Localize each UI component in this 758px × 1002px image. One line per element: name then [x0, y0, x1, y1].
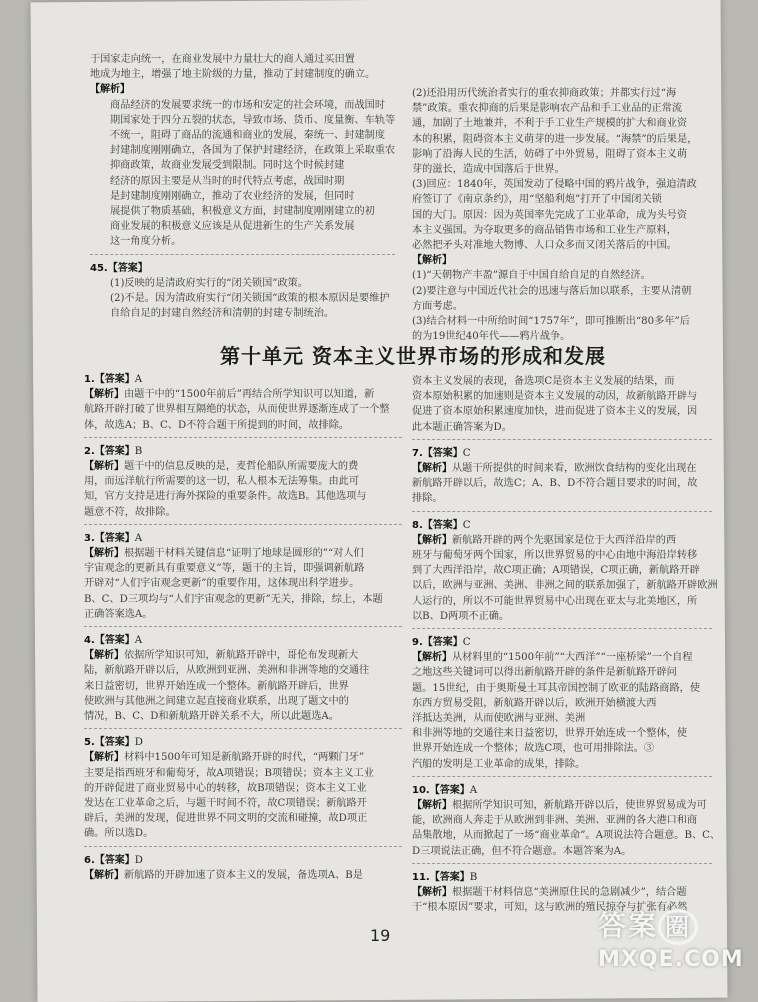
question-block — [84, 372, 402, 438]
analysis-line — [84, 826, 402, 841]
analysis-text: 体，故选A；B、C、D不符合题干所提到的时间，故排除。 — [84, 419, 350, 431]
question-block — [84, 735, 402, 846]
question-header — [412, 518, 712, 533]
analysis-line: 抑商政策，故商业发展受到限制。同时这个时候封建 — [110, 160, 345, 172]
analysis-text: 由题干中的“1500年前后”再结合所学知识可以知道，新 — [124, 389, 375, 401]
analysis-line — [84, 694, 402, 709]
analysis-line — [412, 741, 712, 756]
answer-tag: 【答案】 — [94, 532, 135, 544]
answer-value: A — [469, 784, 478, 796]
question-number: 11. — [412, 871, 430, 883]
analysis-line — [84, 561, 402, 576]
analysis-line — [84, 766, 402, 781]
analysis-line — [412, 813, 712, 828]
answer-line: (2)不是。因为清政府实行“闭关锁国”政策的根本原因是要维护 — [110, 293, 390, 305]
analysis-text: 资本主义发展的表现，备选项C是资本主义发展的结果，而 — [412, 376, 675, 387]
page — [52, 0, 721, 1000]
question-number: 5. — [84, 737, 95, 749]
text-line: 影响了沿海人民的生活，妨碍了中外贸易，阻碍了资本主义萌 — [412, 148, 688, 160]
analysis-line — [84, 796, 402, 811]
question-block — [84, 444, 402, 525]
question-header — [84, 372, 402, 387]
analysis-tag: 【解析】 — [412, 463, 452, 475]
analysis-line — [84, 418, 402, 433]
answer-tag: 【答案】 — [94, 374, 135, 385]
answer-tag: 【答案】 — [94, 854, 135, 866]
text-line: (3)回应：1840年，英国发动了侵略中国的鸦片战争，强迫清政 — [412, 179, 697, 191]
watermark-url: MXQE.COM — [598, 947, 744, 972]
analysis-line — [412, 594, 712, 609]
analysis-text: 正确答案选A。 — [84, 608, 153, 620]
question-block — [412, 635, 712, 777]
analysis-text: 以后，欧洲与亚洲、美洲、非洲之间的联系加强了，新航路开辟欧洲 — [412, 580, 718, 592]
analysis-line — [412, 726, 712, 741]
analysis-text: B、C、D三项均与“人们宇宙观念的更新”无关，排除，综上，本题 — [84, 593, 383, 605]
analysis-text: 确。所以选D。 — [84, 828, 154, 840]
analysis-text: 东西方贸易受阻，新航路开辟以后，欧洲开始横渡大西 — [412, 697, 657, 709]
analysis-line: 封建制度刚刚确立，各国为了保护封建经济，在政策上采取重农 — [110, 145, 396, 157]
analysis-text: 以B、D两项不正确。 — [412, 610, 510, 622]
analysis-line — [412, 885, 712, 900]
text-line: 地成为地主，增强了地主阶级的力量，推动了封建制度的确立。 — [90, 69, 376, 81]
analysis-text: 新航路开辟的两个先驱国家是位于大西洋沿岸的西 — [452, 534, 677, 546]
analysis-text: 根据题干材料信息“美洲原住民的急剧减少”，结合题 — [452, 887, 687, 899]
analysis-tag: 【解析】 — [412, 887, 452, 899]
answer-value: B — [134, 445, 143, 457]
question-number: 4. — [84, 635, 95, 647]
analysis-line: (2)要注意与中国近代社会的迅速与落后加以联系，主要从清朝 — [412, 285, 692, 297]
question-number: 3. — [84, 532, 95, 544]
answer-line: 自给自足的封建自然经济和清朝的封建专制统治。 — [110, 308, 335, 320]
question-block — [412, 783, 721, 864]
answer-tag: 【答案】 — [422, 637, 463, 649]
question-block — [84, 853, 402, 883]
text-line: 于国家走向统一，在商业发展中力量壮大的商人通过买田置 — [90, 54, 355, 65]
analysis-line — [84, 868, 402, 883]
analysis-text: 用，而远洋航行所需要的这一切，私人根本无法筹集。由此可 — [84, 476, 360, 488]
divider — [84, 846, 402, 847]
analysis-tag: 【解析】 — [84, 650, 124, 662]
analysis-line: 期国家处于四分五裂的状态，导致市场、货币、度量衡、车轨等 — [110, 114, 396, 126]
analysis-line: 展提供了物质基础，积极意义方面，封建制度刚刚建立的初 — [110, 206, 375, 218]
analysis-line — [412, 665, 712, 680]
analysis-line — [84, 576, 402, 591]
answer-tag: 【答案】 — [94, 445, 135, 457]
analysis-text: 情况，B、C、D和新航路开辟关系不大，所以此题选A。 — [84, 711, 339, 723]
top-left-column — [90, 52, 395, 332]
analysis-text: 依据所学知识可知，新航路开辟中，哥伦布发现新大 — [124, 650, 359, 662]
analysis-label — [90, 82, 395, 97]
analysis-tag: 【解析】 — [412, 255, 452, 267]
question-header — [412, 783, 712, 798]
answer-value: A — [134, 635, 143, 647]
question-number: 2. — [84, 445, 95, 457]
analysis-text: 材料中1500年可知是新航路开辟的时代，“两颗门牙” — [124, 752, 365, 764]
analysis-text: 从题干所提供的时间来看，欧洲饮食结构的变化出现在 — [452, 463, 697, 475]
analysis-text: 排除。 — [412, 493, 443, 505]
answer-tag: 【答案】 — [429, 784, 470, 796]
analysis-line — [412, 711, 712, 726]
divider — [412, 776, 712, 777]
answer-tag: 【答案】 — [94, 635, 135, 647]
divider — [84, 626, 402, 627]
analysis-text: 新航路的开辟加速了资本主义的发展，备选项A、B是 — [124, 869, 363, 881]
analysis-text: 班牙与葡萄牙两个国家，所以世界贸易的中心由地中海沿岸转移 — [412, 550, 698, 562]
answer-value: D — [134, 737, 143, 749]
analysis-tag: 【解析】 — [84, 548, 124, 560]
answer-tag: 【答案】 — [422, 447, 463, 459]
analysis-text: 能，欧洲商人奔走于从欧洲到非洲、美洲、亚洲的各大港口和商 — [412, 815, 698, 827]
analysis-line — [84, 607, 402, 622]
answer-tag: 【答案】 — [422, 519, 463, 531]
divider — [412, 863, 712, 864]
analysis-line — [412, 681, 712, 696]
page-number: 19 — [370, 926, 391, 945]
watermark-top: 答案 — [598, 909, 659, 942]
analysis-line — [412, 844, 712, 859]
analysis-line: (3)结合材料一中所给时间“1757年”，即可推断出“80多年”后 — [412, 316, 690, 328]
answer-tag: 【答案】 — [94, 737, 135, 749]
analysis-tag: 【解析】 — [84, 389, 124, 401]
analysis-line: 这一角度分析。 — [110, 236, 182, 248]
analysis-line — [412, 609, 712, 624]
question-block — [84, 531, 402, 627]
watermark-circle: 圈 — [658, 909, 698, 945]
answer-value: C — [462, 637, 471, 649]
question-number: 8. — [412, 519, 423, 531]
text-line: 本的积累，阻碍资本主义萌芽的进一步发展。“海禁”的后果是， — [412, 133, 698, 145]
analysis-text: 新航路开辟以后，故选C；A、B、D不符合题目要求的时间，故 — [412, 478, 698, 490]
analysis-text: 辟后，美洲的发现，促进世界不同文明的交流和碰撞，故D项正 — [84, 813, 368, 825]
analysis-line — [412, 389, 712, 404]
answer-value: B — [469, 871, 478, 883]
analysis-line: 商品经济的发展要求统一的市场和安定的社会环境，而战国时 — [110, 99, 386, 111]
question-header — [84, 735, 402, 750]
analysis-text: 知，官方支持是进行海外探险的重要条件。故选B。其他选项与 — [84, 491, 367, 503]
watermark-logo — [598, 904, 758, 1000]
divider — [90, 254, 395, 255]
analysis-line — [84, 489, 402, 504]
analysis-line — [412, 696, 712, 711]
question-number: 6. — [84, 854, 95, 866]
answer-value: C — [462, 519, 471, 531]
analysis-text: 和非洲等地的交通往来日益密切，世界开始连成一个整体，使 — [412, 728, 688, 740]
question-number: 9. — [412, 637, 423, 649]
analysis-line — [412, 578, 718, 593]
analysis-line — [84, 505, 402, 520]
question-block — [412, 518, 718, 629]
analysis-line — [84, 709, 402, 724]
analysis-text: 主要是指西班牙和葡萄牙，故A项错误；B项错误；资本主义工业 — [84, 767, 374, 779]
analysis-line — [84, 750, 402, 765]
analysis-text: 陆，新航路开辟以后，从欧洲到亚洲、美洲和非洲等地的交通往 — [84, 665, 370, 677]
analysis-line — [84, 459, 402, 474]
left-answer-column — [84, 372, 402, 952]
question-header — [412, 446, 712, 461]
divider — [412, 511, 712, 512]
divider — [412, 628, 712, 629]
analysis-line — [412, 757, 712, 772]
text-line: 通，加剧了土地兼并，不利于手工业生产规模的扩大和商业资 — [412, 118, 688, 130]
question-number: 1. — [84, 374, 95, 385]
analysis-text: 宇宙观念的更新具有重要意义”等，题干的主旨，即强调新航路 — [84, 563, 365, 575]
analysis-text: 品集散地，从而掀起了一场“商业革命”。A项说法符合题意。B、C、 — [412, 830, 721, 842]
analysis-text: 干“根本原因”要求，可知，这与欧洲的殖民掠夺与扩张有必然 — [412, 902, 688, 914]
analysis-line — [84, 679, 402, 694]
analysis-line — [412, 404, 712, 419]
analysis-tag: 【解析】 — [412, 534, 452, 546]
question-header — [412, 635, 712, 650]
analysis-text: 题意不符，故排除。 — [84, 506, 176, 518]
analysis-text: 题干中的信息反映的是，麦哲伦船队所需要庞大的费 — [124, 461, 359, 473]
analysis-text: 从材料里的“1500年前”“大西洋”“一座桥梁”一个自程 — [452, 652, 693, 664]
analysis-tag: 【解析】 — [84, 752, 124, 764]
question-header — [412, 870, 712, 885]
text-line: 府签订了《南京条约》，用“坚船利炮”打开了中国闭关锁 — [412, 194, 662, 206]
analysis-line — [412, 563, 712, 578]
analysis-tag: 【解析】 — [84, 461, 124, 473]
analysis-text: 洋抵达美洲，从而使欧洲与亚洲、美洲 — [412, 713, 586, 725]
analysis-line: (1)“天朝物产丰盈”源自于中国自给自足的自然经济。 — [412, 270, 651, 282]
analysis-line: 经济的原因主要是从当时的时代特点考虑，战国时期 — [110, 175, 345, 187]
analysis-text: D三项说法正确，但不符合题意。本题答案为A。 — [412, 845, 632, 857]
unit-title: 第十单元 资本主义世界市场的形成和发展 — [220, 344, 606, 368]
analysis-text: 到了大西洋沿岸，故C项正确；A项错误，C项正确，新航路开辟 — [412, 565, 700, 577]
analysis-text: 根据题干材料关键信息“证明了地球是圆形的”“对人们 — [124, 548, 364, 560]
answer-line: (1)反映的是清政府实行的“闭关锁国”政策。 — [110, 277, 309, 289]
question-header — [84, 853, 402, 868]
question-header — [84, 633, 402, 648]
question-number: 10. — [412, 784, 430, 796]
analysis-text: 根据所学知识可知，新航路开辟以后，使世界贸易成为可 — [452, 800, 707, 812]
analysis-text: 开辟对“人们宇宙观念更新”的重要作用，这体现出科学进步。 — [84, 578, 360, 590]
analysis-line — [412, 476, 712, 491]
text-line: (2)还沿用历代统治者实行的重农抑商政策；并都实行过“海 — [412, 88, 677, 99]
analysis-text: 的开辟促进了商业贸易中心的转移，故B项错误；资本主义工业 — [84, 782, 367, 794]
analysis-text: 促进了资本原始积累速度加快，进而促进了资本主义的发展，因 — [412, 406, 698, 418]
analysis-line: 是封建制度刚刚确立，推动了农业经济的发展，但同时 — [110, 190, 355, 202]
analysis-line: 方面考虑。 — [412, 300, 463, 312]
analysis-line — [412, 533, 712, 548]
analysis-line: 商业发展的积极意义应该是从促进新生的生产关系发展 — [110, 221, 355, 233]
analysis-line — [412, 650, 712, 665]
analysis-text: 题。15世纪，由于奥斯曼土耳其帝国控制了欧亚的陆路商路，使 — [412, 682, 701, 694]
analysis-line — [412, 374, 712, 389]
analysis-text: 来日益密切，世界开始连成一个整体。新航路开辟后，世界 — [84, 680, 349, 692]
answer-value: C — [462, 447, 471, 459]
top-right-column — [412, 86, 704, 343]
analysis-line — [84, 811, 402, 826]
question-header — [84, 531, 402, 546]
analysis-tag: 【解析】 — [412, 800, 452, 812]
analysis-line — [84, 402, 402, 417]
text-line: 本主义强国。为夺取更多的商品销售市场和工业生产原料， — [412, 224, 677, 236]
analysis-text: 使欧洲与其他洲之间建立起直接商业联系，出现了题文中的 — [84, 695, 349, 707]
question-header — [90, 261, 395, 276]
analysis-text: 汽船的发明是工业革命的成果，排除。 — [412, 758, 586, 770]
divider — [84, 524, 402, 525]
divider — [84, 728, 402, 729]
analysis-line — [412, 548, 712, 563]
analysis-tag: 【解析】 — [90, 84, 130, 96]
analysis-line: 不统一，阻碍了商品的流通和商业的发展，秦统一、封建制度 — [110, 130, 386, 142]
analysis-line — [84, 546, 402, 561]
divider — [412, 439, 712, 440]
analysis-line — [412, 828, 721, 843]
text-line: 国的大门。原因：因为英国率先完成了工业革命，成为头号资 — [412, 209, 688, 221]
analysis-text: 发达在工业革命之后，与题干时间不符，故C项错误；新航路开 — [84, 798, 367, 810]
answer-value: D — [134, 854, 143, 866]
analysis-line — [84, 474, 402, 489]
question-number: 45. — [90, 262, 108, 274]
analysis-text: 人运行的，所以不可能世界贸易中心出现在亚太与北美地区，所 — [412, 595, 698, 607]
analysis-text: 世界开始连成一个整体；故选C项，也可用排除法。③ — [412, 743, 655, 755]
analysis-line — [412, 420, 712, 435]
analysis-text: 此本题正确答案为D。 — [412, 421, 512, 433]
analysis-line — [412, 461, 712, 476]
text-line: 必然把矛头对准地大物博、人口众多而又闭关落后的中国。 — [412, 240, 677, 252]
analysis-tag: 【解析】 — [412, 652, 452, 664]
divider — [84, 437, 402, 438]
analysis-text: 资本原始积累的加速则是资本主义发展的动因，故新航路开辟与 — [412, 391, 698, 403]
analysis-line — [84, 592, 402, 607]
analysis-line — [84, 648, 402, 663]
question-number: 7. — [412, 447, 423, 459]
analysis-line — [412, 491, 712, 506]
question-header — [84, 444, 402, 459]
analysis-text: 航路开辟打破了世界相互隔绝的状态，从而使世界逐渐连成了一个整 — [84, 404, 390, 416]
question-block — [412, 446, 712, 512]
question-block — [412, 374, 712, 440]
answer-value: A — [134, 532, 143, 544]
text-line: 芽的滋长，造成中国落后于世界。 — [412, 164, 565, 176]
answer-tag: 【答案】 — [107, 262, 148, 274]
answer-tag: 【答案】 — [429, 871, 470, 883]
analysis-text: 之地这些关键词可以得出新航路开辟的条件是新航路开辟问 — [412, 667, 677, 679]
analysis-label — [412, 253, 704, 268]
question-block — [84, 633, 402, 729]
answer-value: A — [134, 374, 143, 385]
analysis-line — [84, 781, 402, 796]
analysis-line — [84, 663, 402, 678]
text-line: 禁”政策。重农抑商的后果是影响农产品和手工业品的正常流 — [412, 103, 683, 115]
analysis-tag: 【解析】 — [84, 869, 124, 881]
analysis-line — [412, 798, 712, 813]
analysis-line — [84, 387, 402, 402]
analysis-line: 的为19世纪40年代——鸦片战争。 — [412, 331, 571, 343]
right-answer-column — [412, 374, 721, 964]
